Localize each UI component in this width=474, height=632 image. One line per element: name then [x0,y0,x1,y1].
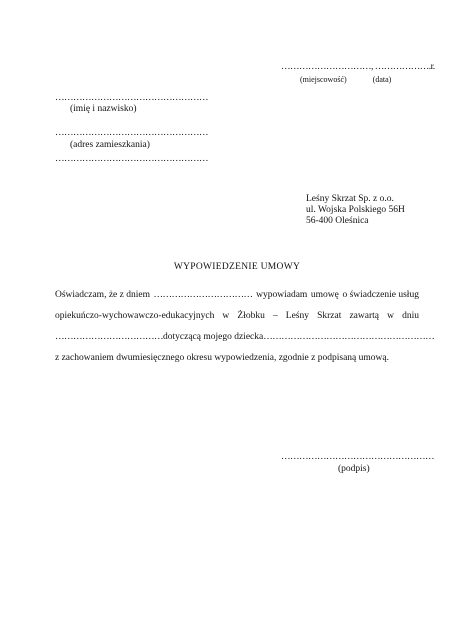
body-line-4 [55,353,419,365]
name-label: (imię i nazwisko) [70,104,137,114]
document-title: WYPOWIEDZENIE UMOWY [173,262,301,272]
date-blank: ……………………………… [55,332,163,342]
address-line-1: …………………………………………… [55,128,208,138]
name-line: …………………………………………… [55,93,208,103]
signature-label: (podpis) [338,464,370,474]
child-name-blank: ………………………………………………… [263,332,435,342]
address-line-2: …………………………………………… [55,154,208,164]
text-segment: o świadczenie usług [342,290,419,300]
text-segment: dotyczącą mojego dziecka [163,332,264,342]
address-label: (adres zamieszkania) [70,140,150,150]
text-segment: Oświadczam, że z dniem [55,290,150,300]
recipient-address [306,194,405,227]
text-segment: wypowiadam [256,290,308,300]
text-segment: opiekuńczo-wychowawczo-edukacyjnych [55,311,215,321]
place-date-labels [300,75,391,84]
body-line-1 [55,290,419,302]
recipient-company: Leśny Skrzat Sp. z o.o. [306,194,394,204]
date-blank: …………………………… [153,290,253,300]
body-line-3 [55,332,435,344]
signature-line: …………………………………………… [281,452,434,462]
text-segment: z zachowaniem dwumiesięcznego okresu wypowiedzenia, zgodnie z podpisaną umową. [55,353,389,363]
text-segment: dniu [402,311,419,321]
text-segment: Leśny [285,311,309,321]
text-segment: w [222,311,230,321]
text-segment: umowę [310,290,339,300]
text-segment: Żłobku [237,311,265,321]
text-segment: zawartą [349,311,379,321]
recipient-street: ul. Wojska Polskiego 56H [306,205,405,215]
place-date-line: …………………………, ……………….r. [281,62,435,72]
recipient-city: 56-400 Oleśnica [306,216,369,226]
date-label: (data) [372,75,392,84]
text-segment: – [272,311,278,321]
text-segment: w [387,311,394,321]
text-segment: Skrzat [317,311,342,321]
place-label: (miejscowość) [300,75,347,84]
body-line-2 [55,311,419,323]
